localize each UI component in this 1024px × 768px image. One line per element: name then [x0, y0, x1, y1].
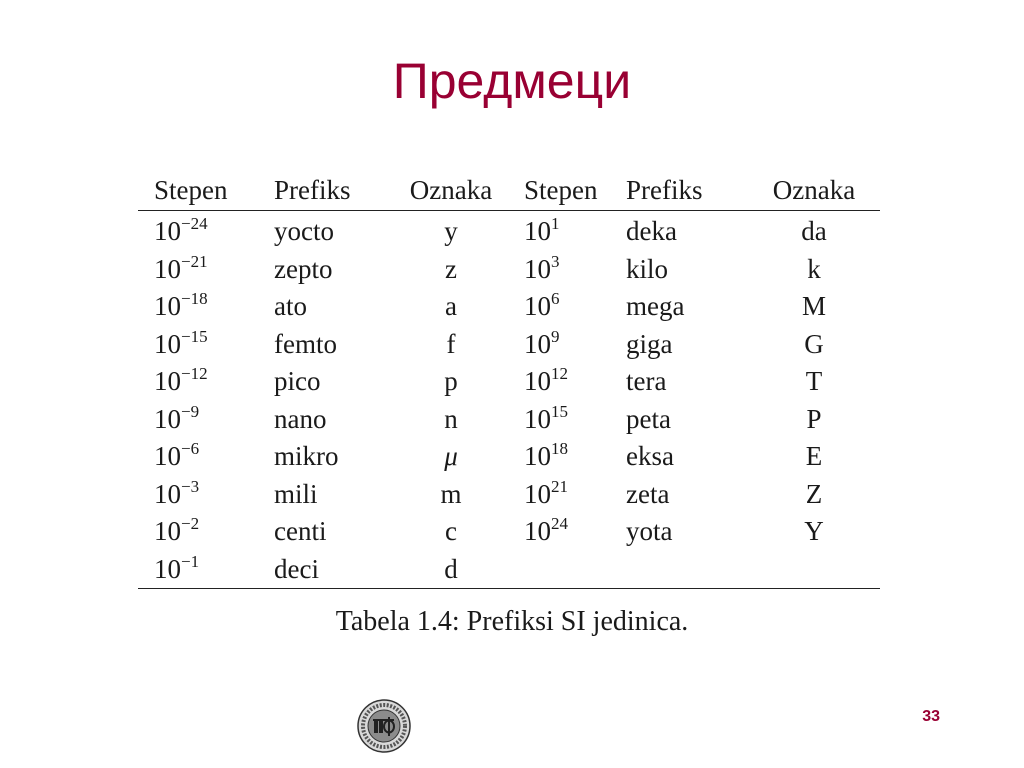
prefiks-cell-right: tera [626, 366, 667, 396]
prefiks-cell-left: centi [274, 516, 327, 546]
prefiks-cell-left: yocto [274, 216, 334, 246]
stepen-cell-left [138, 211, 274, 251]
si-prefix-table [138, 170, 880, 589]
prefiks-cell-left: mili [274, 478, 318, 509]
power-exponent: 3 [551, 251, 560, 271]
oznaka-cell-left: c [445, 516, 457, 546]
power-base: 10 [154, 291, 181, 321]
power-base: 10 [524, 403, 551, 434]
power-exponent: −6 [181, 439, 200, 458]
power-base: 10 [524, 253, 551, 284]
table-row [138, 401, 880, 439]
prefiks-cell-left: zepto [274, 253, 333, 284]
power-exponent: 24 [551, 514, 568, 533]
power-exponent: −12 [181, 364, 208, 383]
prefiks-cell-right: peta [626, 403, 671, 434]
oznaka-cell-left: z [445, 253, 457, 284]
prefiks-cell-left: ato [274, 291, 307, 321]
prefiks-cell-left: nano [274, 403, 327, 434]
power-exponent: 12 [551, 364, 568, 383]
power-base: 10 [524, 441, 551, 471]
table-row [138, 513, 880, 551]
power-base: 10 [154, 328, 181, 359]
stepen-cell-right [508, 438, 626, 476]
prefiks-cell-right: deka [626, 216, 677, 246]
stepen-cell-right [508, 211, 626, 251]
table-row [138, 438, 880, 476]
oznaka-cell-right [748, 551, 880, 589]
oznaka-cell-right: T [805, 366, 823, 396]
prefiks-cell-right: mega [626, 291, 685, 321]
stepen-cell-left [138, 401, 274, 439]
power-base: 10 [524, 516, 551, 546]
oznaka-cell-right: G [804, 328, 824, 359]
stepen-cell-right [508, 326, 626, 364]
prefiks-cell-left: deci [274, 553, 319, 584]
power-exponent: 15 [551, 401, 568, 421]
header-prefiks-left: Prefiks [274, 175, 351, 205]
power-exponent: 18 [551, 439, 568, 458]
table-body [138, 211, 880, 589]
prefiks-cell-right: eksa [626, 441, 674, 471]
power-exponent: 6 [551, 289, 560, 308]
stepen-cell-left [138, 288, 274, 326]
power-base: 10 [154, 516, 181, 546]
table-row [138, 211, 880, 251]
power-base: 10 [154, 553, 181, 584]
stepen-cell-left [138, 363, 274, 401]
table-caption: Tabela 1.4: Prefiksi SI jedinica. [335, 606, 689, 637]
power-base: 10 [154, 403, 181, 434]
prefiks-cell-right: yota [626, 516, 673, 546]
power-base: 10 [524, 328, 551, 359]
power-exponent: −9 [181, 401, 200, 421]
power-exponent: −24 [181, 214, 208, 233]
si-prefix-table-container [138, 170, 880, 589]
stepen-cell-right [508, 288, 626, 326]
stepen-cell-right [508, 401, 626, 439]
power-base: 10 [154, 253, 181, 284]
table-row [138, 363, 880, 401]
power-base: 10 [524, 291, 551, 321]
power-exponent: −1 [181, 551, 200, 571]
prefiks-cell-right: kilo [626, 253, 669, 284]
power-base: 10 [524, 216, 551, 246]
header-stepen-left: Stepen [154, 175, 228, 205]
oznaka-cell-left: f [446, 328, 456, 359]
power-exponent: −3 [181, 476, 200, 496]
oznaka-cell-right: M [801, 291, 826, 321]
stepen-cell-right [508, 513, 626, 551]
prefiks-cell-left: femto [274, 328, 337, 359]
table-row [138, 551, 880, 589]
stepen-cell-right [508, 363, 626, 401]
stepen-cell-right [508, 476, 626, 514]
prefiks-cell-left: mikro [274, 441, 339, 471]
oznaka-cell-left: p [444, 366, 458, 396]
stepen-cell-left [138, 476, 274, 514]
oznaka-cell-left: d [444, 553, 458, 584]
power-base: 10 [154, 441, 181, 471]
power-base: 10 [154, 366, 181, 396]
oznaka-cell-left: μ [444, 441, 458, 471]
oznaka-cell-right: Z [805, 478, 823, 509]
stepen-cell-left [138, 551, 274, 589]
stepen-cell-left [138, 251, 274, 289]
header-stepen-right: Stepen [524, 175, 598, 205]
power-exponent: −18 [181, 289, 208, 308]
power-exponent: −21 [181, 251, 208, 271]
power-exponent: −2 [181, 514, 200, 533]
oznaka-cell-left: n [444, 403, 458, 434]
power-exponent: 21 [551, 476, 568, 496]
page-number: 33 [922, 708, 940, 725]
oznaka-cell-right: Y [804, 516, 824, 546]
prefiks-cell-right [626, 551, 748, 589]
header-oznaka-left: Oznaka [409, 175, 493, 205]
power-exponent: 9 [551, 326, 560, 346]
table-row [138, 251, 880, 289]
oznaka-cell-left: a [445, 291, 457, 321]
table-row [138, 476, 880, 514]
stepen-cell-right [508, 551, 626, 589]
stepen-cell-left [138, 326, 274, 364]
power-exponent: 1 [551, 214, 560, 233]
table-header-row [138, 170, 880, 211]
power-base: 10 [154, 216, 181, 246]
oznaka-cell-right: E [805, 441, 823, 471]
header-oznaka-right: Oznaka [772, 175, 856, 205]
faculty-seal-icon [356, 698, 412, 754]
oznaka-cell-right: da [801, 216, 827, 246]
power-exponent: −15 [181, 326, 208, 346]
prefiks-cell-right: zeta [626, 478, 670, 509]
oznaka-cell-right: k [807, 253, 821, 284]
stepen-cell-left [138, 513, 274, 551]
header-prefiks-right: Prefiks [626, 175, 703, 205]
power-base: 10 [524, 478, 551, 509]
oznaka-cell-right: P [806, 403, 822, 434]
prefiks-cell-right: giga [626, 328, 673, 359]
power-base: 10 [524, 366, 551, 396]
stepen-cell-left [138, 438, 274, 476]
table-row [138, 288, 880, 326]
oznaka-cell-left: y [444, 216, 458, 246]
prefiks-cell-left: pico [274, 366, 321, 396]
slide-title: Предмеци [392, 53, 632, 109]
stepen-cell-right [508, 251, 626, 289]
oznaka-cell-left: m [440, 478, 462, 509]
power-base: 10 [154, 478, 181, 509]
table-row [138, 326, 880, 364]
